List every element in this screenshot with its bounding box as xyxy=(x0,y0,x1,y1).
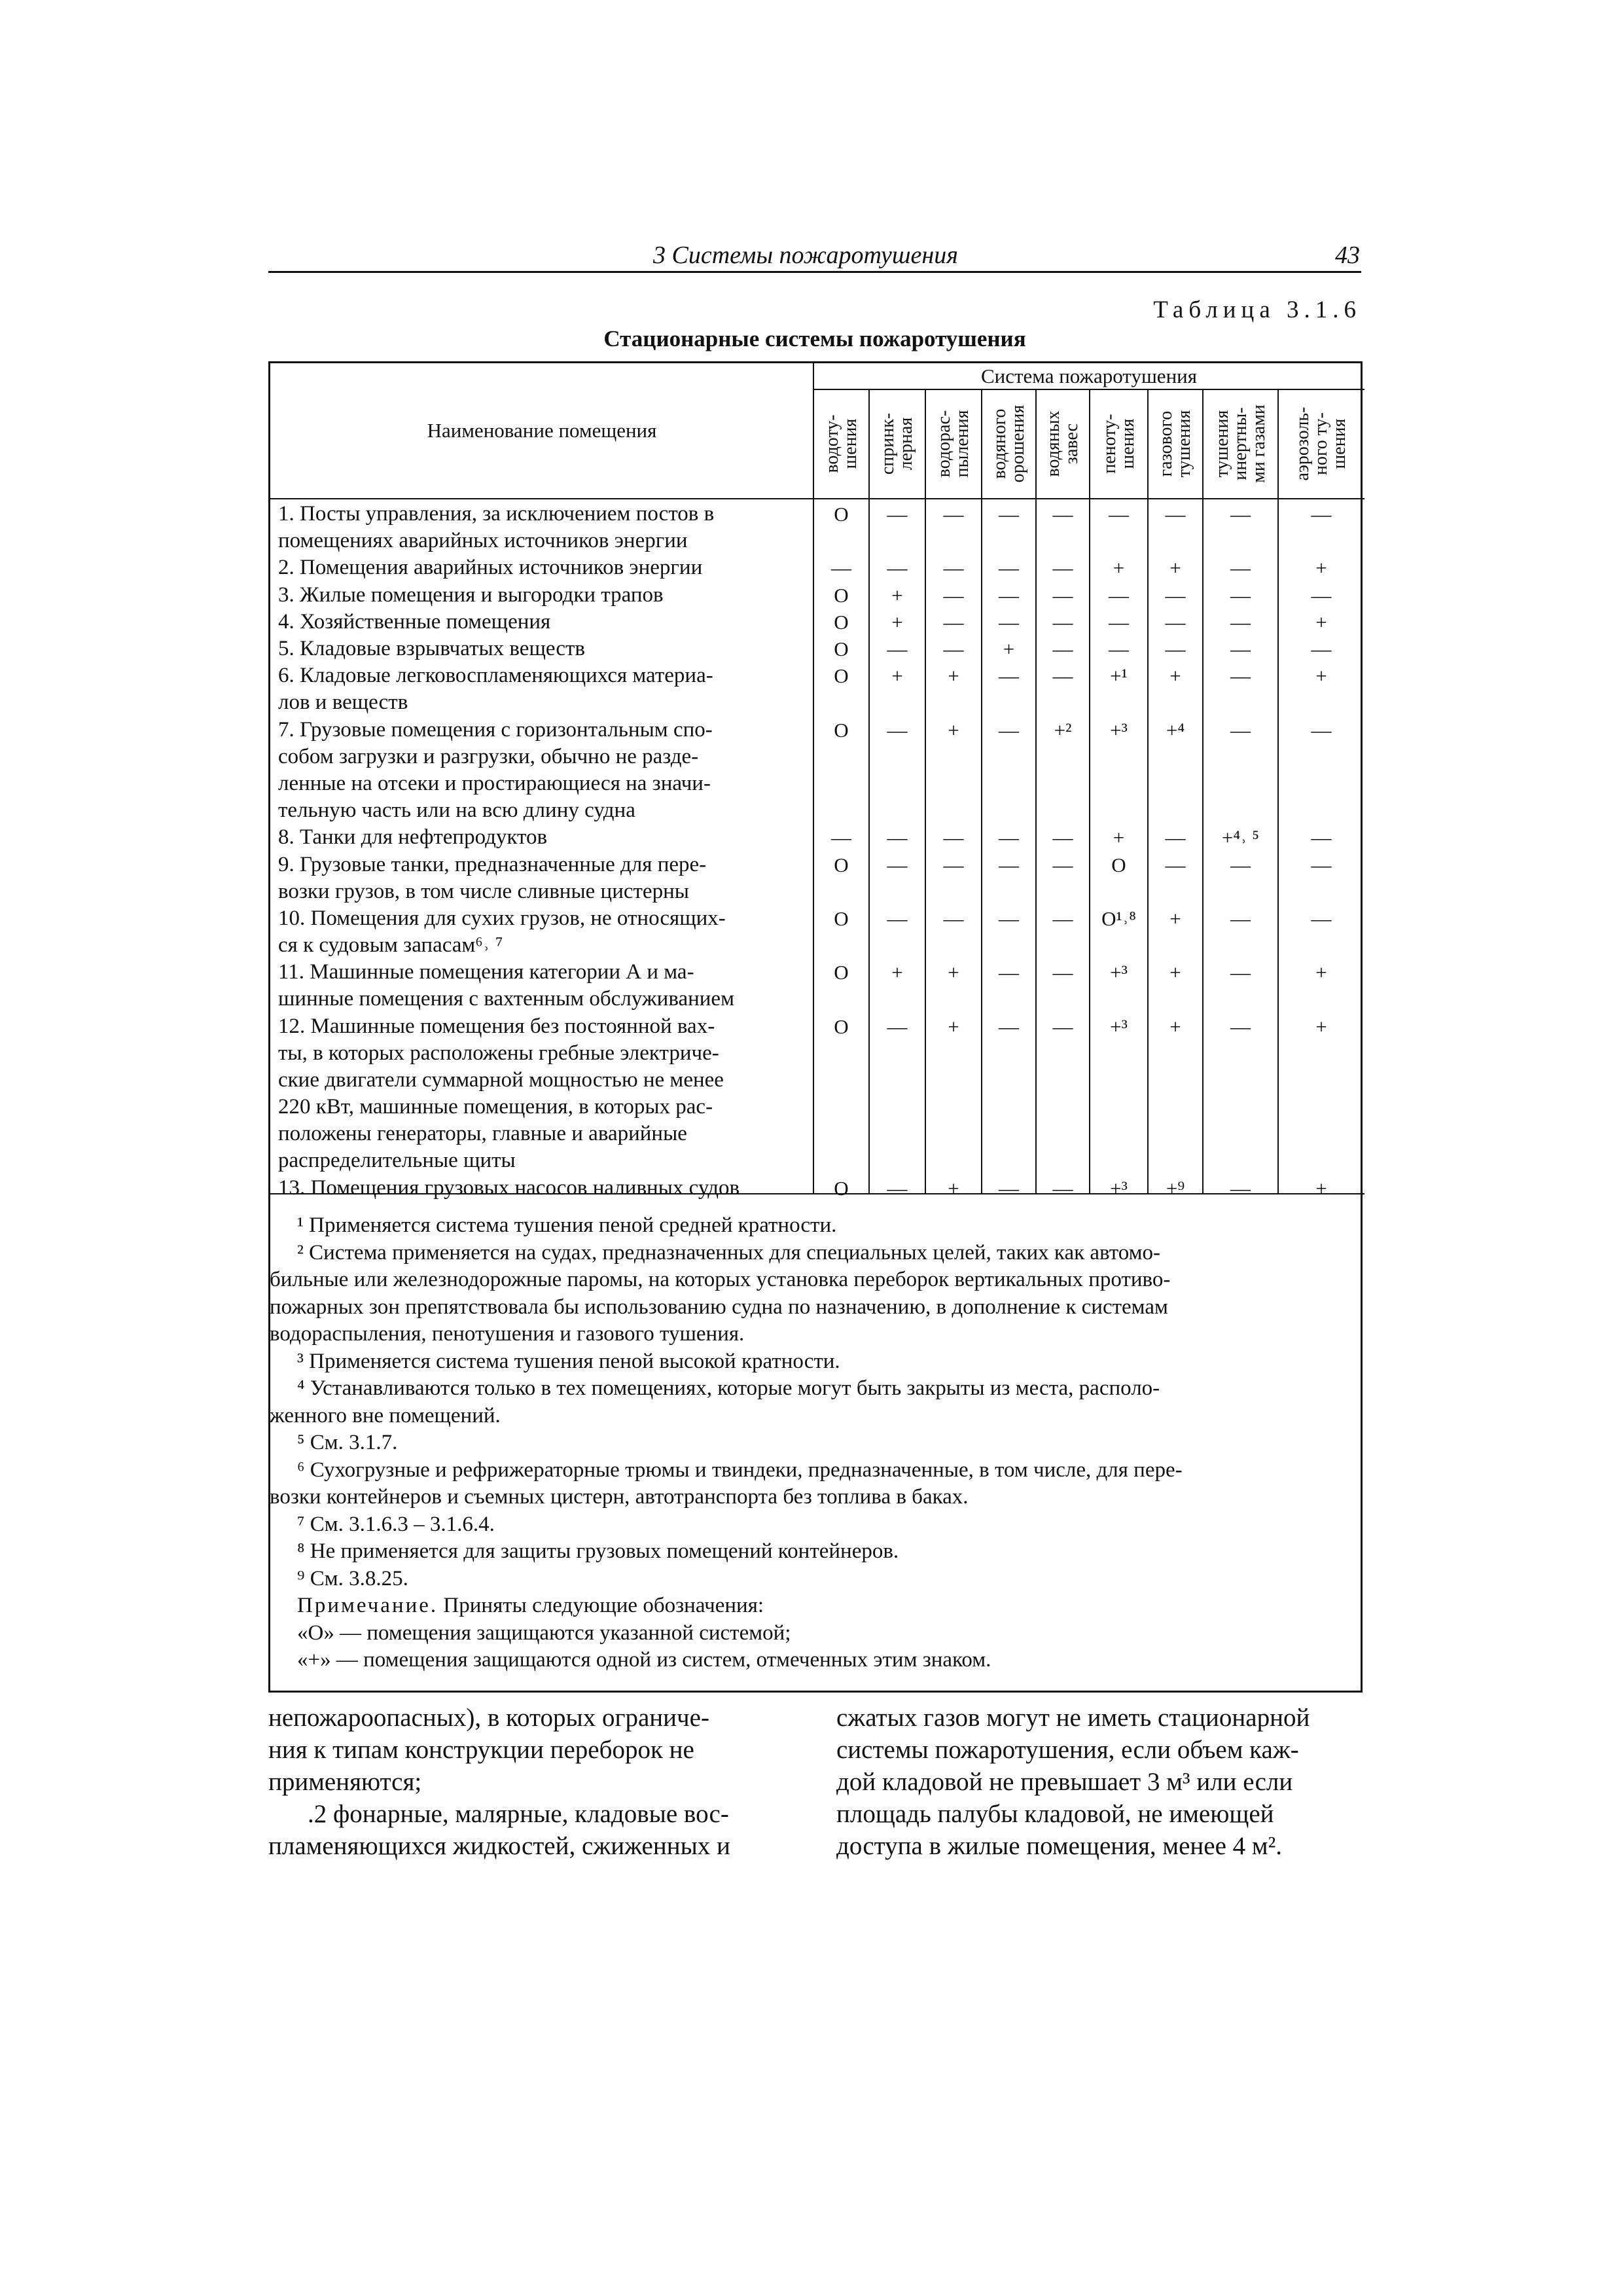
table-cell: + xyxy=(1169,664,1181,688)
table-row-name xyxy=(278,636,812,662)
table-cell: — xyxy=(1052,637,1073,660)
column-header xyxy=(1148,389,1203,498)
column-header-line: спринк- xyxy=(878,412,898,475)
table-cell: +⁹ xyxy=(1166,1177,1185,1200)
table-row-name xyxy=(278,501,812,554)
table-cell: +¹ xyxy=(1110,664,1128,688)
note-item: «+» — помещения защищаются одной из систем, отмеченных этим знаком. xyxy=(297,1648,991,1672)
header-bottom-divider xyxy=(270,498,1364,499)
table-cell: + xyxy=(948,961,959,984)
table-cell: — xyxy=(943,637,964,660)
table-cell: — xyxy=(943,610,964,634)
table-cell: — xyxy=(1230,610,1251,634)
table-cell: — xyxy=(1311,503,1332,526)
body-text-line: ния к типам конструкции переборок не xyxy=(268,1736,694,1764)
note-item: «О» — помещения защищаются указанной системой; xyxy=(297,1621,791,1645)
table-row-name-line: ленные на отсеки и простирающиеся на значи- xyxy=(278,771,711,795)
table-row-name-line: 1. Посты управления, за исключением постов в xyxy=(278,502,715,526)
table-cell: О¹˒⁸ xyxy=(1101,907,1136,930)
table-cell: + xyxy=(1003,637,1015,660)
table-cell: — xyxy=(1109,503,1129,526)
body-text-line: непожароопасных), в которых ограниче- xyxy=(268,1704,709,1732)
column-header-line: аэрозоль- xyxy=(1293,406,1313,481)
column-header-line: пеноту- xyxy=(1099,414,1120,474)
column-header-line: водорас- xyxy=(934,410,954,478)
table-row-name-line: ты, в которых расположены гребные электриче- xyxy=(278,1041,719,1065)
table-row-name-line: 10. Помещения для сухих грузов, не относящих- xyxy=(278,906,726,930)
table-cell: — xyxy=(1230,1177,1251,1200)
footnote-line: бильные или железнодорожные паромы, на которых установка переборок вертикальных противо- xyxy=(270,1268,1171,1291)
table-cell: О xyxy=(834,718,849,742)
table-row-name-line: 8. Танки для нефтепродуктов xyxy=(278,825,548,850)
table-row-name-line: лов и веществ xyxy=(278,691,408,715)
table-row-name-line: ся к судовым запасам⁶˒ ⁷ xyxy=(278,933,503,957)
table-cell: О xyxy=(834,664,849,688)
body-text-line: применяются; xyxy=(268,1768,422,1796)
table-cell: — xyxy=(1230,907,1251,930)
body-text-line: системы пожаротушения, если объем каж- xyxy=(836,1736,1299,1764)
table-cell: + xyxy=(1315,610,1327,634)
table-cell: О xyxy=(834,1177,849,1200)
table-cell: О xyxy=(834,610,849,634)
footnote-line: водораспыления, пенотушения и газового тушения. xyxy=(270,1322,745,1346)
table-cell: О xyxy=(1111,853,1126,876)
table-cell: — xyxy=(999,853,1019,876)
table-cell: — xyxy=(1165,583,1186,607)
footnote-line: ⁸ Не применяется для защиты грузовых помещений контейнеров. xyxy=(297,1539,899,1563)
table-cell: — xyxy=(1311,718,1332,742)
column-header-line: водоту- xyxy=(821,414,842,473)
column-header-label xyxy=(823,391,860,496)
table-cell: — xyxy=(1311,826,1332,850)
table-cell: — xyxy=(1109,637,1129,660)
body-text-line: доступа в жилые помещения, менее 4 м². xyxy=(836,1832,1283,1860)
page-number: 43 xyxy=(1335,242,1360,269)
table-cell: +⁴˒ ⁵ xyxy=(1221,826,1260,850)
table-cell: — xyxy=(943,503,964,526)
body-text-right xyxy=(836,1702,1360,1862)
column-header xyxy=(813,389,869,498)
table-cell: + xyxy=(1315,664,1327,688)
footnote-line: ⁶ Сухогрузные и рефрижераторные трюмы и твиндеки, предназначенные, в том числе, для пере- xyxy=(297,1458,1183,1482)
table-cell: — xyxy=(887,907,908,930)
table-cell: — xyxy=(999,503,1019,526)
table-row-name-line: 13. Помещения грузовых насосов наливных судов xyxy=(278,1176,740,1200)
table-cell: +⁴ xyxy=(1166,718,1185,742)
table-cell: — xyxy=(1230,718,1251,742)
table-row-name xyxy=(278,1175,812,1202)
column-header xyxy=(1278,389,1364,498)
footnote-line: пожарных зон препятствовала бы использованию судна по назначению, в дополнение к системам xyxy=(270,1295,1168,1319)
table-cell: + xyxy=(948,718,959,742)
table-cell: + xyxy=(1315,1177,1327,1200)
table-row-name-line: шинные помещения с вахтенным обслуживанием xyxy=(278,987,734,1011)
table-cell: — xyxy=(1230,961,1251,984)
table-row-name xyxy=(278,717,812,824)
footnote-line: возки контейнеров и съемных цистерн, автотранспорта без топлива в баках. xyxy=(270,1485,969,1509)
table-row-name-line: тельную часть или на всю длину судна xyxy=(278,798,635,822)
table-cell: — xyxy=(999,1177,1019,1200)
table-cell: — xyxy=(1230,556,1251,580)
table-cell: — xyxy=(1052,556,1073,580)
table-cell: — xyxy=(1052,664,1073,688)
table-cell: + xyxy=(1113,556,1125,580)
table-cell: — xyxy=(1311,637,1332,660)
table-cell: — xyxy=(1311,853,1332,876)
header-group-divider xyxy=(813,389,1364,390)
table-cell: — xyxy=(1052,961,1073,984)
table-cell: + xyxy=(1315,556,1327,580)
table-cell: — xyxy=(943,907,964,930)
column-header-label xyxy=(879,391,916,496)
column-header-label xyxy=(1213,391,1268,496)
footnote-line: ⁴ Устанавливаются только в тех помещениях, которые могут быть закрыты из места, располо- xyxy=(297,1376,1160,1400)
table-row-name-line: 5. Кладовые взрывчатых веществ xyxy=(278,637,585,660)
table-cell: — xyxy=(1230,583,1251,607)
table-cell: — xyxy=(887,826,908,850)
table-cell: — xyxy=(887,556,908,580)
system-group-header: Система пожаротушения xyxy=(980,365,1198,387)
table-row-name xyxy=(278,609,812,636)
table-row-name-line: положены генераторы, главные и аварийные xyxy=(278,1121,687,1145)
table-row-name-line: 7. Грузовые помещения с горизонтальным спо- xyxy=(278,717,713,742)
table-cell: — xyxy=(831,826,851,850)
table-cell: — xyxy=(887,637,908,660)
table-cell: — xyxy=(943,826,964,850)
table-cell: — xyxy=(1165,826,1186,850)
table-cell: — xyxy=(1109,610,1129,634)
column-header-line: тушения xyxy=(1211,410,1232,478)
table-row-name-line: 2. Помещения аварийных источников энергии xyxy=(278,556,703,580)
table-cell: — xyxy=(831,556,851,580)
table-cell: — xyxy=(999,1014,1019,1038)
column-header xyxy=(1090,389,1148,498)
table-cell: +³ xyxy=(1110,1177,1128,1200)
column-divider xyxy=(813,363,814,1194)
footnote-line: ¹ Применяется система тушения пеной средней кратности. xyxy=(297,1213,837,1237)
table-cell: — xyxy=(999,907,1019,930)
column-header xyxy=(1036,389,1090,498)
table-cell: — xyxy=(943,583,964,607)
table-cell: — xyxy=(1165,637,1186,660)
table-number: Таблица 3.1.6 xyxy=(1153,296,1361,323)
table-row-name xyxy=(278,554,812,581)
column-header-line: газового xyxy=(1156,410,1176,477)
table-row-name xyxy=(278,905,812,959)
footnote-line: ⁷ См. 3.1.6.3 – 3.1.6.4. xyxy=(297,1512,495,1536)
table-cell: + xyxy=(1169,961,1181,984)
table-cell: — xyxy=(1311,907,1332,930)
column-header xyxy=(1203,389,1278,498)
table-cell: — xyxy=(999,583,1019,607)
table-cell: — xyxy=(1165,853,1186,876)
table-cell: +³ xyxy=(1110,718,1128,742)
table-cell: — xyxy=(887,503,908,526)
table-cell: О xyxy=(834,907,849,930)
table-cell: +³ xyxy=(1110,1014,1128,1038)
table-cell: О xyxy=(834,1014,849,1038)
name-column-header: Наименование помещения xyxy=(427,419,657,442)
column-header-line: завес xyxy=(1061,423,1082,465)
column-header-label xyxy=(1157,391,1194,496)
column-header-label xyxy=(1101,391,1137,496)
table-cell: — xyxy=(887,1177,908,1200)
table-row-name xyxy=(278,1013,812,1174)
column-header-line: ного ту- xyxy=(1311,412,1331,475)
table-cell: — xyxy=(1052,853,1073,876)
table-body-bottom-divider xyxy=(270,1193,1364,1194)
table-cell: + xyxy=(1315,1014,1327,1038)
footnote-line: ⁵ См. 3.1.7. xyxy=(297,1431,398,1454)
column-header-line: водяных xyxy=(1043,410,1063,477)
column-header-line: водяного xyxy=(989,408,1010,479)
table-cell: — xyxy=(1052,826,1073,850)
table-cell: — xyxy=(1052,907,1073,930)
table-row-name-line: 9. Грузовые танки, предназначенные для пере- xyxy=(278,852,707,876)
table-cell: — xyxy=(1230,637,1251,660)
table-cell: — xyxy=(999,556,1019,580)
column-header xyxy=(869,389,925,498)
table-row-name-line: 4. Хозяйственные помещения xyxy=(278,609,551,634)
table-cell: + xyxy=(1113,826,1125,850)
column-header-line: шения xyxy=(1117,418,1138,469)
table-cell: — xyxy=(887,1014,908,1038)
table-cell: + xyxy=(948,1014,959,1038)
table-cell: + xyxy=(1169,1014,1181,1038)
table-cell: — xyxy=(999,664,1019,688)
table-row-name-line: возки грузов, в том числе сливные цистерны xyxy=(278,879,689,903)
column-header-label xyxy=(935,391,972,496)
table-row-name-line: распределительные щиты xyxy=(278,1148,516,1172)
body-text-line: дой кладовой не превышает 3 м³ или если xyxy=(836,1768,1293,1796)
table-cell: — xyxy=(999,961,1019,984)
table-cell: О xyxy=(834,961,849,984)
table-row-name-line: помещениях аварийных источников энергии xyxy=(278,529,688,552)
table-cell: О xyxy=(834,637,849,660)
table-cell: + xyxy=(1315,961,1327,984)
table-cell: — xyxy=(943,853,964,876)
table-cell: + xyxy=(1169,907,1181,930)
footnote-line: ² Система применяется на судах, предназначенных для специальных целей, таких как автомо- xyxy=(297,1240,1161,1265)
table-row-name-line: ские двигатели суммарной мощностью не менее xyxy=(278,1067,724,1092)
body-text-line: .2 фонарные, малярные, кладовые вос- xyxy=(308,1800,729,1828)
column-header-line: лерная xyxy=(896,417,916,471)
table-cell: — xyxy=(999,826,1019,850)
note-label: Примечание. xyxy=(297,1594,438,1617)
column-header-label xyxy=(991,391,1027,496)
table-cell: + xyxy=(891,610,903,634)
table-row-name xyxy=(278,582,812,609)
table-cell: — xyxy=(1230,1014,1251,1038)
column-header-line: шения xyxy=(1329,418,1349,469)
table-cell: О xyxy=(834,583,849,607)
table-row-name xyxy=(278,959,812,1013)
table-cell: — xyxy=(1052,503,1073,526)
column-header-label xyxy=(1044,391,1081,496)
table-cell: + xyxy=(891,664,903,688)
table-row-name-line: собом загрузки и разгрузки, обычно не разде- xyxy=(278,744,699,768)
running-head xyxy=(268,237,1361,273)
table-row-name-line: 12. Машинные помещения без постоянной вах- xyxy=(278,1014,715,1038)
column-header xyxy=(925,389,982,498)
table-row-name xyxy=(278,852,812,905)
table-cell: + xyxy=(891,583,903,607)
table-cell: О xyxy=(834,503,849,526)
running-head-title: 3 Системы пожаротушения xyxy=(653,242,958,269)
column-header-line: тушения xyxy=(1174,410,1194,478)
table-cell: — xyxy=(1052,1177,1073,1200)
column-header xyxy=(982,389,1036,498)
table-cell: — xyxy=(999,610,1019,634)
table-cell: + xyxy=(948,1177,959,1200)
footnote-line: ⁹ См. 3.8.25. xyxy=(297,1566,408,1590)
column-header-line: орошения xyxy=(1007,404,1028,483)
table-cell: +² xyxy=(1054,718,1072,742)
table-row-name xyxy=(278,662,812,716)
table-cell: — xyxy=(1052,610,1073,634)
table-cell: — xyxy=(999,718,1019,742)
table-cell: — xyxy=(1230,503,1251,526)
table-footnotes xyxy=(270,1212,1357,1674)
body-text-line: сжатых газов могут не иметь стационарной xyxy=(836,1704,1310,1732)
body-text-left xyxy=(268,1702,792,1862)
table-cell: + xyxy=(948,664,959,688)
table-cell: — xyxy=(1109,583,1129,607)
column-header-line: пыления xyxy=(952,410,972,478)
table-cell: + xyxy=(891,961,903,984)
table-cell: — xyxy=(1052,583,1073,607)
table-cell: + xyxy=(1169,556,1181,580)
table-cell: — xyxy=(1165,610,1186,634)
body-text-line: пламеняющихся жидкостей, сжиженных и xyxy=(268,1832,730,1860)
table-cell: — xyxy=(887,853,908,876)
column-header-label xyxy=(1294,391,1349,496)
table-row-name-line: 6. Кладовые легковоспламеняющихся материа- xyxy=(278,664,713,688)
table-row-name xyxy=(278,824,812,851)
table-cell: +³ xyxy=(1110,961,1128,984)
column-header-line: шения xyxy=(840,418,861,469)
note-line xyxy=(270,1592,1357,1620)
table-row-name-line: 11. Машинные помещения категории А и ма- xyxy=(278,960,694,984)
table-cell: — xyxy=(943,556,964,580)
body-text-line: площадь палубы кладовой, не имеющей xyxy=(836,1800,1274,1828)
table-cell: — xyxy=(887,718,908,742)
table-cell: — xyxy=(1311,583,1332,607)
table-cell: — xyxy=(1052,1014,1073,1038)
column-header-line: инертны- xyxy=(1230,407,1251,480)
footnote-line: женного вне помещений. xyxy=(270,1403,501,1427)
footnote-line: ³ Применяется система тушения пеной высокой кратности. xyxy=(297,1349,840,1373)
table-cell: — xyxy=(1230,664,1251,688)
table-row-name-line: 220 кВт, машинные помещения, в которых рас- xyxy=(278,1094,713,1119)
table-row-name-line: 3. Жилые помещения и выгородки трапов xyxy=(278,583,664,607)
table-cell: — xyxy=(1230,853,1251,876)
table-cell: О xyxy=(834,853,849,876)
table-cell: — xyxy=(1165,503,1186,526)
note-text: Приняты следующие обозначения: xyxy=(438,1594,764,1617)
column-header-line: ми газами xyxy=(1248,404,1269,483)
table-caption: Стационарные системы пожаротушения xyxy=(603,326,1026,351)
